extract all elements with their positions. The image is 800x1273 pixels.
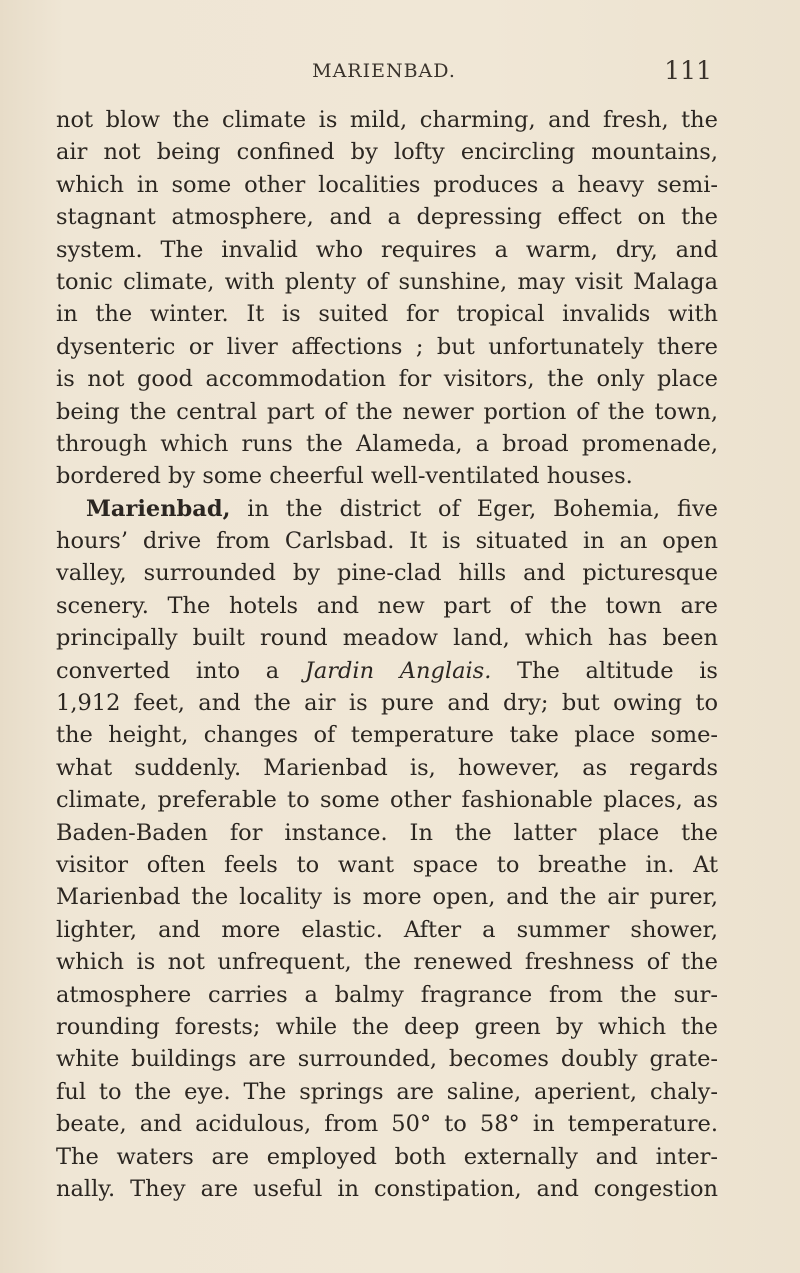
text-line: dysenteric or liver affections ; but unfortunately there [56, 333, 718, 360]
text-line: The waters are employed both externally and inter- [56, 1143, 718, 1170]
text-line: white buildings are surrounded, becomes doubly grate- [56, 1046, 718, 1073]
text-line: air not being confined by lofty encircling mountains, [56, 139, 718, 166]
text-line: tonic climate, with plenty of sunshine, may visit Malaga [56, 268, 718, 295]
text-line: lighter, and more elastic. After a summer shower, [56, 916, 718, 943]
text-line-paragraph-start [56, 493, 718, 525]
text-line: rounding forests; while the deep green by which the [56, 1013, 718, 1040]
text-line: beate, and acidulous, from 50° to 58° in temperature. [56, 1111, 718, 1138]
text-line: hours’ drive from Carlsbad. It is situated in an open [56, 528, 718, 555]
text-line: the height, changes of temperature take place some- [56, 722, 718, 749]
text-line-with-italic [56, 655, 718, 687]
text-line: being the central part of the newer portion of the town, [56, 398, 718, 425]
text-line: scenery. The hotels and new part of the town are [56, 592, 718, 619]
bold-place-name: Marienbad, [86, 495, 231, 522]
text-line: which is not unfrequent, the renewed freshness of the [56, 949, 718, 976]
text-line: Baden-Baden for instance. In the latter place the [56, 819, 718, 846]
text-run: The altitude is [491, 657, 718, 684]
text-line: climate, preferable to some other fashionable places, as [56, 787, 718, 814]
text-line: atmosphere carries a balmy fragrance from the sur- [56, 981, 718, 1008]
text-run: converted into a [56, 657, 305, 684]
page-number: 111 [664, 56, 712, 85]
text-line: valley, surrounded by pine-clad hills and picturesque [56, 560, 718, 587]
text-line: 1,912 feet, and the air is pure and dry; but owing to [56, 690, 718, 717]
italic-term: Jardin Anglais. [304, 657, 492, 684]
text-line: ful to the eye. The springs are saline, aperient, chaly- [56, 1078, 718, 1105]
text-line: nally. They are useful in constipation, and congestion [56, 1175, 718, 1202]
text-line: system. The invalid who requires a warm, dry, and [56, 236, 718, 263]
text-line: principally built round meadow land, which has been [56, 625, 718, 652]
text-line: not blow the climate is mild, charming, and fresh, the [56, 107, 718, 133]
text-line: through which runs the Alameda, a broad promenade, [56, 430, 718, 457]
text-line: in the winter. It is suited for tropical invalids with [56, 301, 718, 328]
text-run: in the district of Eger, Bohemia, five [230, 495, 718, 522]
running-head [56, 56, 712, 90]
text-line: what suddenly. Marienbad is, however, as regards [56, 754, 718, 781]
text-line: visitor often feels to want space to breathe in. At [56, 851, 718, 878]
text-line: bordered by some cheerful well-ventilated houses. [56, 463, 633, 490]
text-line: which in some other localities produces a heavy semi- [56, 171, 718, 198]
body-text [56, 104, 718, 1205]
text-line: stagnant atmosphere, and a depressing effect on the [56, 204, 718, 231]
running-head-title: MARIENBAD. [312, 60, 456, 82]
text-line: Marienbad the locality is more open, and the air purer, [56, 884, 718, 911]
text-line: is not good accommodation for visitors, the only place [56, 366, 718, 393]
